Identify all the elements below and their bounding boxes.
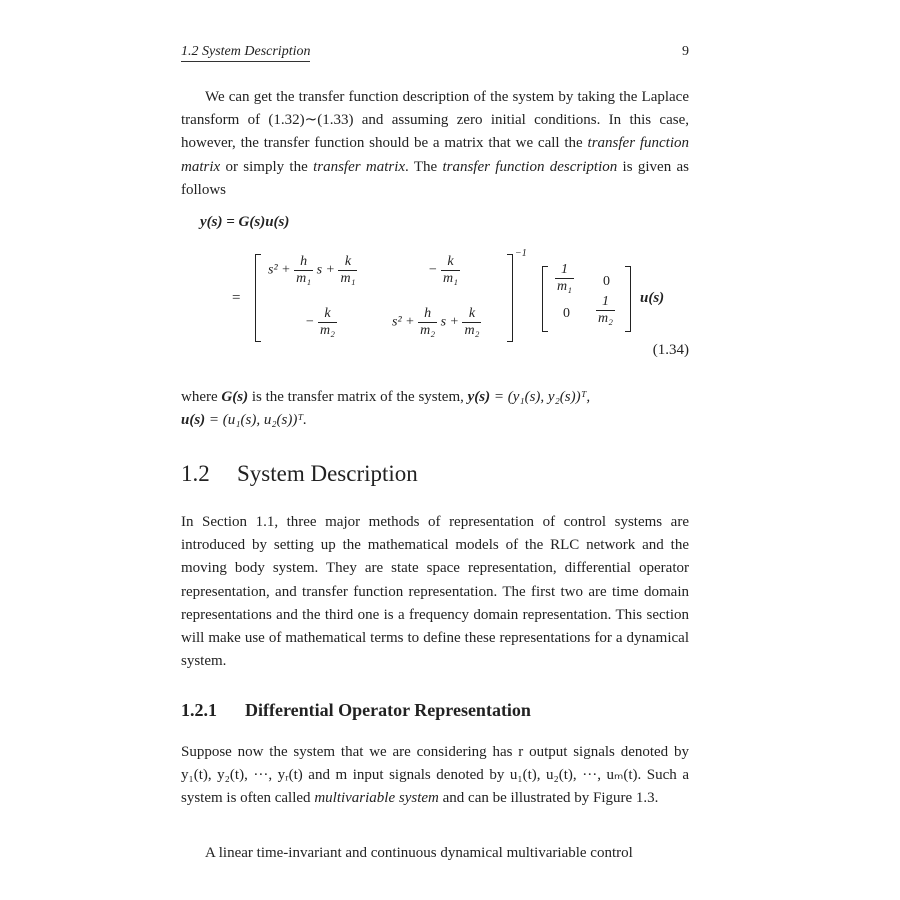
after-eq-pre: where: [181, 389, 222, 405]
intro-text-mid2: . The: [405, 158, 443, 175]
m12-minus: −: [428, 262, 438, 278]
intro-emph-3: transfer function description: [442, 158, 618, 175]
after-eq-y: y(s): [467, 389, 491, 405]
m11-m1b: m₁: [340, 271, 356, 286]
m11-s: s +: [316, 262, 335, 278]
after-eq-G: G(s): [221, 389, 249, 405]
m22-frac-h: [418, 306, 437, 339]
after-eq-u: u(s): [181, 412, 206, 429]
running-head: 1.2 System Description: [181, 44, 310, 62]
matrix-left-bracket: [255, 254, 261, 342]
b22-frac: [596, 294, 615, 327]
intro-emph-2: transfer matrix: [313, 158, 406, 175]
b11-den: m₁: [557, 279, 572, 294]
b-matrix-entry-22: [596, 294, 615, 327]
equation-equals: =: [232, 290, 241, 306]
matrix-entry-21: [305, 306, 337, 339]
subsection-title: Differential Operator Representation: [245, 700, 531, 720]
page-number: 9: [682, 44, 689, 59]
b-matrix-entry-12: 0: [603, 274, 610, 289]
section-title: System Description: [237, 461, 418, 486]
b-matrix-right-bracket: [625, 266, 631, 332]
m22-h: h: [424, 306, 432, 321]
intro-paragraph: [181, 86, 689, 202]
subsection-number: 1.2.1: [181, 700, 217, 720]
after-equation-paragraph: [181, 386, 689, 432]
m12-m1: m₁: [442, 271, 458, 286]
m22-m2: m₂: [420, 323, 436, 338]
subsection-paragraph-2: A linear time-invariant and continuous dynamical multivariable control: [205, 845, 633, 861]
m21-m2: m₂: [319, 323, 335, 338]
intro-text-mid: or simply the: [220, 158, 314, 175]
matrix-entry-22: [392, 306, 481, 339]
m11-h: h: [300, 254, 308, 269]
matrix-inverse-exponent: −1: [515, 248, 527, 259]
m12-k: k: [447, 254, 454, 269]
m21-k: k: [324, 306, 331, 321]
b-matrix-left-bracket: [542, 266, 548, 332]
m21-minus: −: [305, 314, 315, 330]
matrix-right-bracket: [507, 254, 513, 342]
equation-rhs: u(s): [640, 290, 665, 306]
m22-m2b: m₂: [464, 323, 480, 338]
subsection-heading: [181, 700, 531, 721]
intro-text-end: is given as follows: [181, 158, 689, 198]
subsection-paragraph-1: [181, 741, 689, 811]
page-header: [181, 44, 689, 66]
intro-emph-1: transfer function matrix: [181, 135, 690, 175]
subsection-p1-emph: multivariable system: [314, 790, 439, 807]
m22-k: k: [468, 306, 476, 321]
m21-frac: [318, 306, 337, 339]
b22-num: 1: [601, 294, 609, 309]
m11-m1: m₁: [296, 271, 312, 286]
m22-pre: s² +: [392, 314, 415, 330]
after-eq-end: = (y₁(s), y₂(s))ᵀ,: [490, 389, 591, 405]
m12-frac: [441, 254, 460, 287]
matrix-entry-11: [268, 254, 357, 287]
m11-pre: s² +: [268, 262, 291, 278]
after-eq-end2: = (u₁(s), u₂(s))ᵀ.: [205, 412, 307, 429]
m22-frac-k: [462, 306, 481, 339]
section-heading: [181, 461, 418, 487]
subsection-p1-end: and can be illustrated by Figure 1.3.: [438, 790, 659, 807]
section-number: 1.2: [181, 461, 210, 486]
equation-number: (1.34): [652, 342, 689, 358]
b11-num: 1: [560, 262, 568, 277]
section-body-paragraph: In Section 1.1, three major methods of representation of control systems are introduced by setting up the mathematical models of the RLC network and the moving body system. They are state space representation, differential operator representation, and transfer function representation. The first two are time domain representations and the third one is a frequency domain representation. This section will make use of mathematical terms to define these representations for a dynamical system.: [181, 514, 689, 670]
b11-frac: [555, 262, 574, 295]
matrix-entry-12: [428, 254, 460, 287]
subsection-p1-pre: Suppose now the system that we are considering has r output signals denoted by y₁(t), y₂(t), ···, yᵣ(t) and m input signals denoted by u₁(t), u₂(t), ···, uₘ(t). Such a system is often called: [181, 744, 689, 807]
m11-k: k: [344, 254, 352, 269]
b22-den: m₂: [598, 311, 613, 326]
b-matrix-entry-11: [555, 262, 574, 295]
m11-frac-h: [294, 254, 313, 287]
b-matrix-entry-21: 0: [563, 306, 570, 321]
m11-frac-k: [338, 254, 357, 287]
equation-lhs: y(s) = G(s)u(s): [200, 214, 290, 230]
m22-s: s +: [440, 314, 459, 330]
after-eq-mid: is the transfer matrix of the system,: [248, 389, 468, 405]
intro-text: We can get the transfer function description of the system by taking the Laplace transform of (1.32)∼(1.33) and assuming zero initial conditions. In this case, however, the transfer function should be a matrix that we call the: [181, 89, 689, 152]
